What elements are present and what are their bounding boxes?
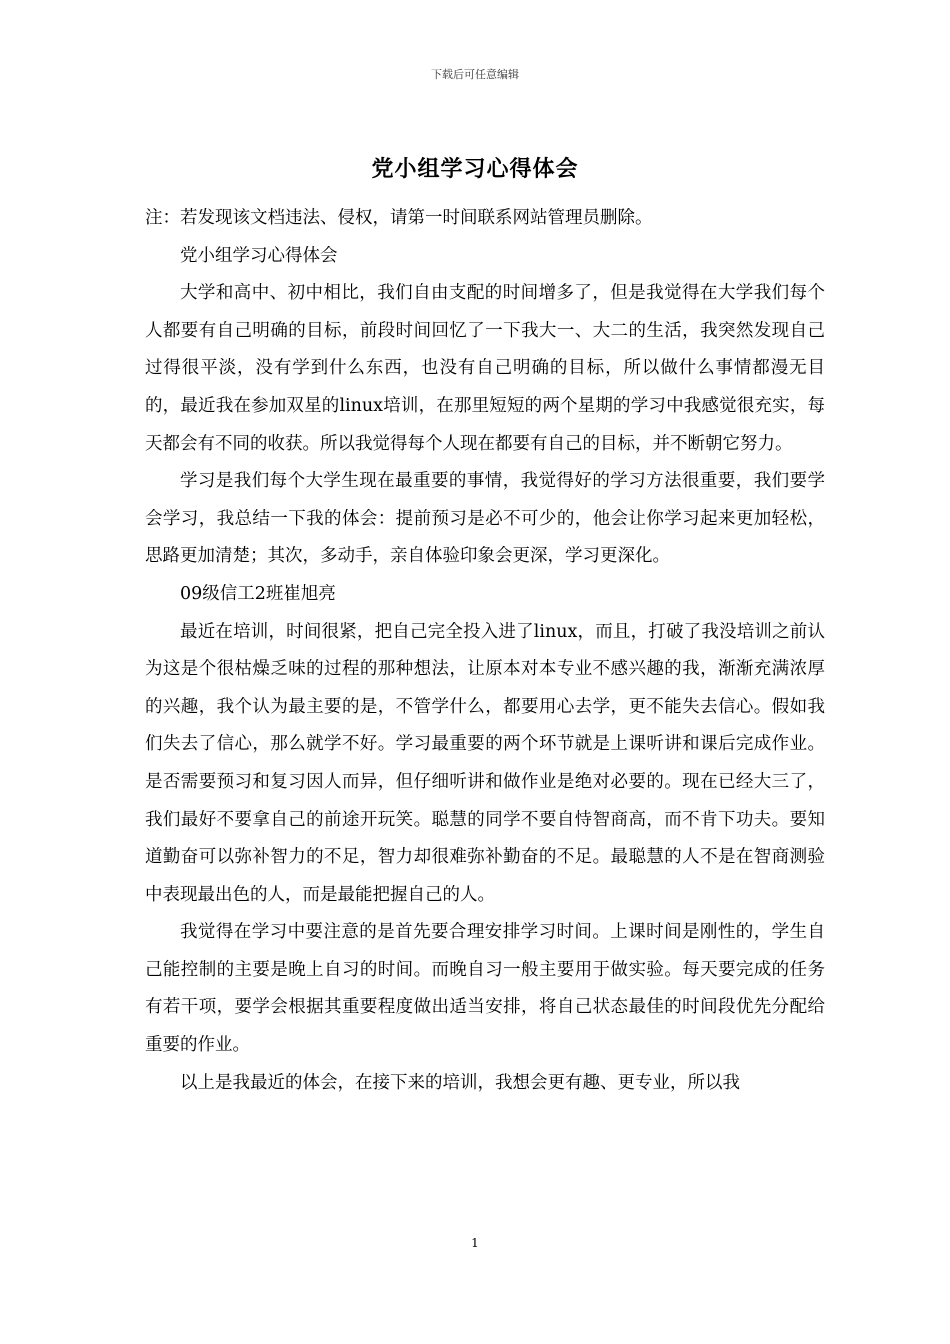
document-body bbox=[145, 200, 825, 1102]
document-title: 党小组学习心得体会 bbox=[371, 156, 579, 182]
author-line: 09级信工2班崔旭亮 bbox=[180, 583, 336, 604]
body-paragraph: 最近在培训，时间很紧，把自己完全投入进了linux，而且，打破了我没培训之前认为这是个很枯燥乏味的过程的那种想法，让原本对本专业不感兴趣的我，渐渐充满浓厚的兴趣，我个认为最主要的是，不管学什么，都要用心去学，更不能失去信心。假如我们失去了信心，那么就学不好。学习最重要的两个环节就是上课听讲和课后完成作业。是否需要预习和复习因人而异，但仔细听讲和做作业是绝对必要的。现在已经大三了，我们最好不要拿自己的前途开玩笑。聪慧的同学不要自恃智商高，而不肯下功夫。要知道勤奋可以弥补智力的不足，智力却很难弥补勤奋的不足。最聪慧的人不是在智商测验中表现最出色的人，而是最能把握自己的人。 bbox=[145, 621, 825, 905]
section-heading: 党小组学习心得体会 bbox=[180, 245, 338, 266]
disclaimer-paragraph: 注：若发现该文档违法、侵权，请第一时间联系网站管理员删除。 bbox=[145, 208, 653, 228]
body-paragraph: 以上是我最近的体会，在接下来的培训，我想会更有趣、更专业，所以我 bbox=[180, 1072, 740, 1093]
body-paragraph: 学习是我们每个大学生现在最重要的事情，我觉得好的学习方法很重要，我们要学会学习，我总结一下我的体会：提前预习是必不可少的，他会让你学习起来更加轻松，思路更加清楚；其次，多动手，亲自体验印象会更深，学习更深化。 bbox=[145, 471, 825, 567]
body-paragraph: 大学和高中、初中相比，我们自由支配的时间增多了，但是我觉得在大学我们每个人都要有自己明确的目标，前段时间回忆了一下我大一、大二的生活，我突然发现自己过得很平淡，没有学到什么东西，也没有自己明确的目标，所以做什么事情都漫无目的，最近我在参加双星的linux培训，在那里短短的两个星期的学习中我感觉很充实，每天都会有不同的收获。所以我觉得每个人现在都要有自己的目标，并不断朝它努力。 bbox=[145, 283, 825, 454]
body-paragraph: 我觉得在学习中要注意的是首先要合理安排学习时间。上课时间是刚性的，学生自己能控制的主要是晚上自习的时间。而晚自习一般主要用于做实验。每天要完成的任务有若干项，要学会根据其重要程度做出适当安排，将自己状态最佳的时间段优先分配给重要的作业。 bbox=[145, 922, 825, 1056]
page-number: 1 bbox=[471, 1236, 479, 1250]
page-header: 下载后可任意编辑 bbox=[431, 68, 519, 81]
